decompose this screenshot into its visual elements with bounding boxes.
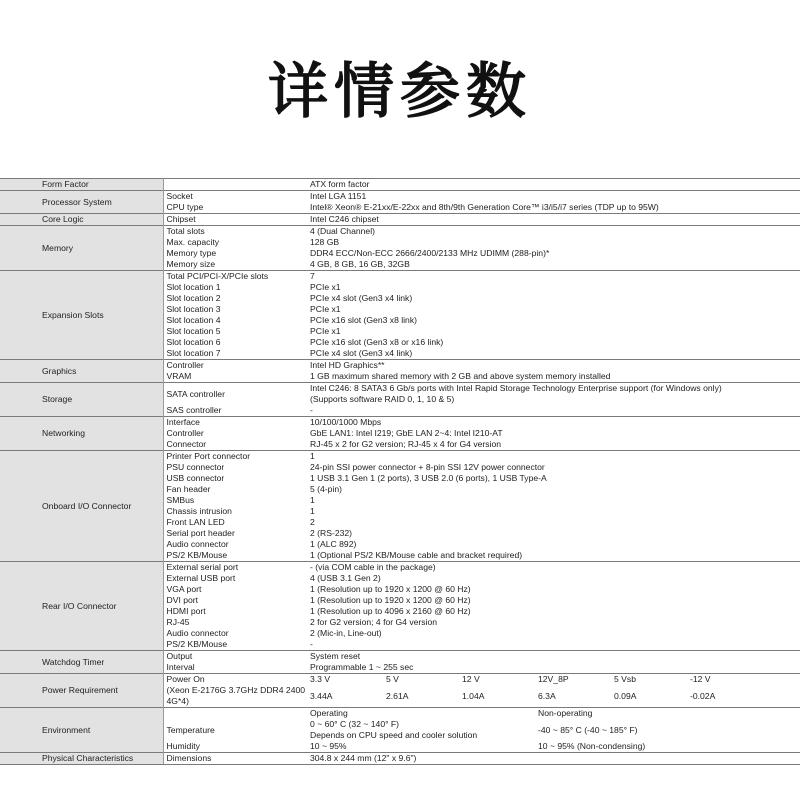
value-fan-header: 5 (4-pin) [310, 484, 342, 494]
value-net-interface: 10/100/1000 Mbps [307, 417, 800, 429]
label-front-lan-led: Front LAN LED [166, 517, 225, 527]
label-net-connector: Connector [166, 439, 207, 449]
power-currents-row [310, 691, 800, 702]
value-watchdog-output: System reset [307, 651, 800, 663]
label-vga-port: VGA port [166, 584, 202, 594]
label-slot-4: Slot location 4 [166, 315, 221, 325]
label-sata-controller: SATA controller [163, 383, 307, 406]
power-current-5vsb: 0.09A [614, 691, 637, 701]
label-serial-port-header: Serial port header [166, 528, 235, 538]
value-dvi-port: 1 (Resolution up to 1920 x 1200 @ 60 Hz) [310, 595, 471, 605]
label-humidity: Humidity [166, 741, 200, 751]
value-rear-audio: 2 (Mic-in, Line-out) [310, 628, 382, 638]
row-external-serial [0, 562, 800, 574]
category-networking: Networking [0, 417, 163, 451]
row-total-pci-slots [0, 271, 800, 283]
env-nonoperating-humidity: 10 ~ 95% (Non-condensing) [538, 741, 646, 751]
label-power-on: Power On [166, 674, 205, 684]
value-ps2-rear: - [310, 639, 313, 649]
value-memory-type: DDR4 ECC/Non-ECC 2666/2400/2133 MHz UDIMM (288-pin)* [310, 248, 550, 258]
value-net-connector: RJ-45 x 2 for G2 version; RJ-45 x 4 for G4 version [310, 439, 502, 449]
label-net-interface: Interface [163, 417, 307, 429]
value-watchdog-interval: Programmable 1 ~ 255 sec [310, 662, 414, 672]
label-external-serial: External serial port [163, 562, 307, 574]
category-memory: Memory [0, 226, 163, 271]
category-core-logic: Core Logic [0, 214, 163, 226]
label-power-cfg-1: (Xeon E-2176G 3.7GHz DDR4 2400 [166, 685, 306, 695]
category-physical: Physical Characteristics [0, 753, 163, 765]
label-usb-connector: USB connector [166, 473, 225, 483]
power-rail-5vsb: 5 Vsb [614, 674, 636, 684]
label-max-capacity: Max. capacity [166, 237, 220, 247]
power-rail-12v: 12 V [462, 674, 480, 684]
row-environment [0, 708, 800, 753]
value-socket: Intel LGA 1151 [307, 191, 800, 203]
category-storage: Storage [0, 383, 163, 417]
value-slot-1: PCIe x1 [310, 282, 341, 292]
value-sas-controller: - [310, 405, 313, 415]
row-power [0, 674, 800, 708]
value-serial-port-header: 2 (RS-232) [310, 528, 353, 538]
label-psu-connector: PSU connector [166, 462, 225, 472]
category-expansion: Expansion Slots [0, 271, 163, 360]
label-slot-2: Slot location 2 [166, 293, 221, 303]
label-power-config [163, 674, 307, 708]
env-operating-header: Operating [310, 708, 348, 718]
row-sata-controller [0, 383, 800, 406]
label-power-cfg-2: 4G*4) [166, 696, 189, 706]
category-form-factor: Form Factor [0, 179, 163, 191]
label-slot-1: Slot location 1 [166, 282, 221, 292]
value-slot-7: PCIe x4 slot (Gen3 x4 link) [310, 348, 413, 358]
label-sas-controller: SAS controller [166, 405, 222, 415]
category-watchdog: Watchdog Timer [0, 651, 163, 674]
label-cpu-type: CPU type [166, 202, 204, 212]
env-nonoperating-temp: -40 ~ 85° C (-40 ~ 185° F) [538, 725, 638, 735]
env-operating-humidity: 10 ~ 95% [310, 741, 347, 751]
power-current-5v: 2.61A [386, 691, 409, 701]
power-current-12v: 1.04A [462, 691, 485, 701]
row-chipset [0, 214, 800, 226]
label-chipset: Chipset [163, 214, 307, 226]
row-total-slots [0, 226, 800, 238]
value-printer-port: 1 [307, 451, 800, 463]
value-slot-3: PCIe x1 [310, 304, 341, 314]
power-rail-neg12v: -12 V [690, 674, 711, 684]
label-watchdog-output: Output [163, 651, 307, 663]
label-fan-header: Fan header [166, 484, 211, 494]
value-chassis-intrusion: 1 [310, 506, 315, 516]
row-net-interface [0, 417, 800, 429]
row-graphics-controller [0, 360, 800, 372]
value-form-factor: ATX form factor [307, 179, 800, 191]
value-sata-controller [307, 383, 800, 406]
label-graphics-controller: Controller [163, 360, 307, 372]
value-cpu-type: Intel® Xeon® E-21xx/E-22xx and 8th/9th Generation Core™ i3/i5/i7 series (TDP up to 95W) [310, 202, 659, 212]
label-slot-3: Slot location 3 [166, 304, 221, 314]
value-vga-port: 1 (Resolution up to 1920 x 1200 @ 60 Hz) [310, 584, 471, 594]
label-temperature: Temperature [166, 725, 215, 735]
label-total-pci-slots: Total PCI/PCI-X/PCIe slots [163, 271, 307, 283]
label-environment [163, 708, 307, 753]
label-slot-7: Slot location 7 [166, 348, 221, 358]
label-smbus: SMBus [166, 495, 195, 505]
value-usb-connector: 1 USB 3.1 Gen 1 (2 ports), 3 USB 2.0 (6 ports), 1 USB Type-A [310, 473, 547, 483]
value-smbus: 1 [310, 495, 315, 505]
label-chassis-intrusion: Chassis intrusion [166, 506, 232, 516]
power-current-neg12v: -0.02A [690, 691, 716, 701]
row-form-factor [0, 179, 800, 191]
value-front-lan-led: 2 [310, 517, 315, 527]
category-power: Power Requirement [0, 674, 163, 708]
value-memory-size: 4 GB, 8 GB, 16 GB, 32GB [310, 259, 410, 269]
value-environment [307, 708, 800, 753]
value-vram: 1 GB maximum shared memory with 2 GB and above system memory installed [310, 371, 611, 381]
label-dvi-port: DVI port [166, 595, 199, 605]
value-total-pci-slots: 7 [307, 271, 800, 283]
label-memory-size: Memory size [166, 259, 216, 269]
label-slot-6: Slot location 6 [166, 337, 221, 347]
label-rj45: RJ-45 [166, 617, 190, 627]
value-ps2-onboard: 1 (Optional PS/2 KB/Mouse cable and bracket required) [310, 550, 523, 560]
value-sata-line-1: Intel C246: 8 SATA3 6 Gb/s ports with Intel Rapid Storage Technology Enterprise support (for Windows only) [310, 383, 722, 393]
power-current-12v-8p: 6.3A [538, 691, 556, 701]
value-psu-connector: 24-pin SSI power connector + 8-pin SSI 12V power connector [310, 462, 545, 472]
label-watchdog-interval: Interval [166, 662, 195, 672]
value-slot-2: PCIe x4 slot (Gen3 x4 link) [310, 293, 413, 303]
label-net-controller: Controller [166, 428, 204, 438]
label-printer-port: Printer Port connector [163, 451, 307, 463]
label-slot-5: Slot location 5 [166, 326, 221, 336]
label-memory-type: Memory type [166, 248, 217, 258]
power-rail-5v: 5 V [386, 674, 399, 684]
env-nonoperating-header: Non-operating [538, 708, 593, 718]
category-onboard-io: Onboard I/O Connector [0, 451, 163, 562]
value-max-capacity: 128 GB [310, 237, 340, 247]
value-net-controller: GbE LAN1: Intel I219; GbE LAN 2~4: Intel I210-AT [310, 428, 503, 438]
value-rj45: 2 for G2 version; 4 for G4 version [310, 617, 438, 627]
value-hdmi-port: 1 (Resolution up to 4096 x 2160 @ 60 Hz) [310, 606, 471, 616]
label-audio-connector: Audio connector [166, 539, 229, 549]
value-sata-line-2: (Supports software RAID 0, 1, 10 & 5) [310, 394, 455, 404]
page-title: 详情参数 [268, 57, 532, 127]
value-external-usb: 4 (USB 3.1 Gen 2) [310, 573, 381, 583]
value-power-table [307, 674, 800, 708]
env-operating-note: Depends on CPU speed and cooler solution [310, 730, 478, 740]
category-environment: Environment [0, 708, 163, 753]
label-dimensions: Dimensions [163, 753, 307, 765]
label-total-slots: Total slots [163, 226, 307, 238]
power-current-3v3: 3.44A [310, 691, 333, 701]
row-dimensions [0, 753, 800, 765]
category-rear-io: Rear I/O Connector [0, 562, 163, 651]
row-socket [0, 191, 800, 203]
value-external-serial: - (via COM cable in the package) [307, 562, 800, 574]
value-graphics-controller: Intel HD Graphics** [307, 360, 800, 372]
label-rear-audio: Audio connector [166, 628, 229, 638]
value-slot-4: PCIe x16 slot (Gen3 x8 link) [310, 315, 417, 325]
value-audio-connector: 1 (ALC 892) [310, 539, 357, 549]
env-operating-temp: 0 ~ 60° C (32 ~ 140° F) [310, 719, 400, 729]
value-slot-5: PCIe x1 [310, 326, 341, 336]
row-watchdog-output [0, 651, 800, 663]
value-total-slots: 4 (Dual Channel) [307, 226, 800, 238]
label-ps2-onboard: PS/2 KB/Mouse [166, 550, 228, 560]
value-dimensions: 304.8 x 244 mm (12" x 9.6") [307, 753, 800, 765]
power-rail-12v-8p: 12V_8P [538, 674, 569, 684]
power-rails-row [310, 674, 800, 685]
value-chipset: Intel C246 chipset [307, 214, 800, 226]
label-hdmi-port: HDMI port [166, 606, 206, 616]
label-socket: Socket [163, 191, 307, 203]
power-rail-3v3: 3.3 V [310, 674, 331, 684]
row-printer-port [0, 451, 800, 463]
label-vram: VRAM [166, 371, 192, 381]
spec-table [0, 178, 800, 765]
label-ps2-rear: PS/2 KB/Mouse [166, 639, 228, 649]
label-external-usb: External USB port [166, 573, 236, 583]
category-processor: Processor System [0, 191, 163, 214]
category-graphics: Graphics [0, 360, 163, 383]
value-slot-6: PCIe x16 slot (Gen3 x8 or x16 link) [310, 337, 444, 347]
